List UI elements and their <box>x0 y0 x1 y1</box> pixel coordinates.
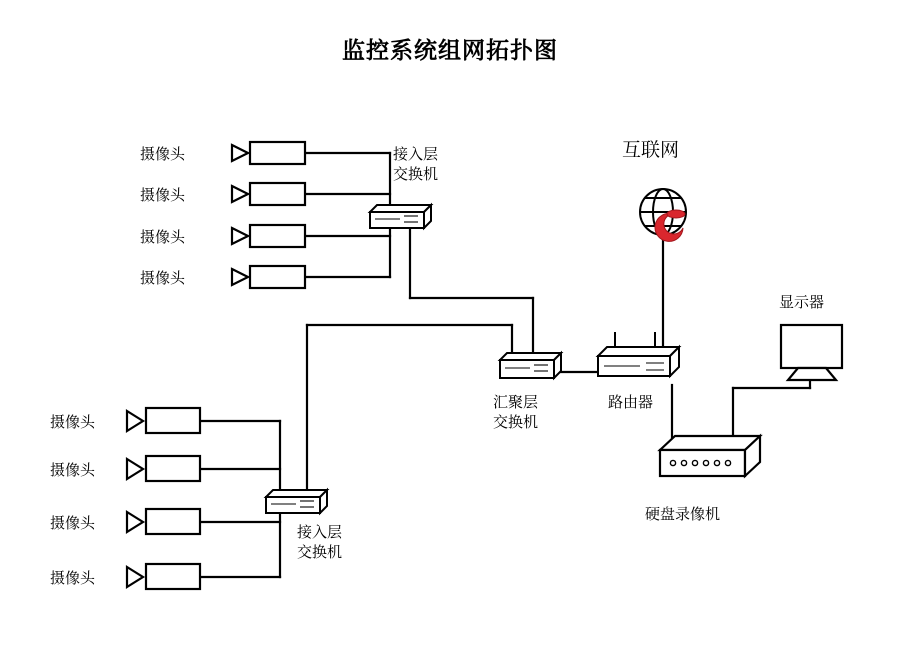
page-title: 监控系统组网拓扑图 <box>342 38 558 64</box>
camera-1-label: 摄像头 <box>140 145 186 163</box>
internet-label: 互联网 <box>622 139 680 161</box>
camera-4-label: 摄像头 <box>140 269 186 287</box>
access-switch-bottom-label: 接入层 交换机 <box>297 523 343 562</box>
monitor-label: 显示器 <box>779 293 825 311</box>
camera-2-label: 摄像头 <box>140 186 186 204</box>
router-label: 路由器 <box>608 393 654 411</box>
camera-5-label: 摄像头 <box>50 413 96 431</box>
camera-3-label: 摄像头 <box>140 228 186 246</box>
dvr-label: 硬盘录像机 <box>645 505 721 523</box>
aggregation-switch-label: 汇聚层 交换机 <box>493 393 539 432</box>
access-switch-top-label: 接入层 交换机 <box>393 145 439 184</box>
camera-7-label: 摄像头 <box>50 514 96 532</box>
camera-6-label: 摄像头 <box>50 461 96 479</box>
camera-8-label: 摄像头 <box>50 569 96 587</box>
